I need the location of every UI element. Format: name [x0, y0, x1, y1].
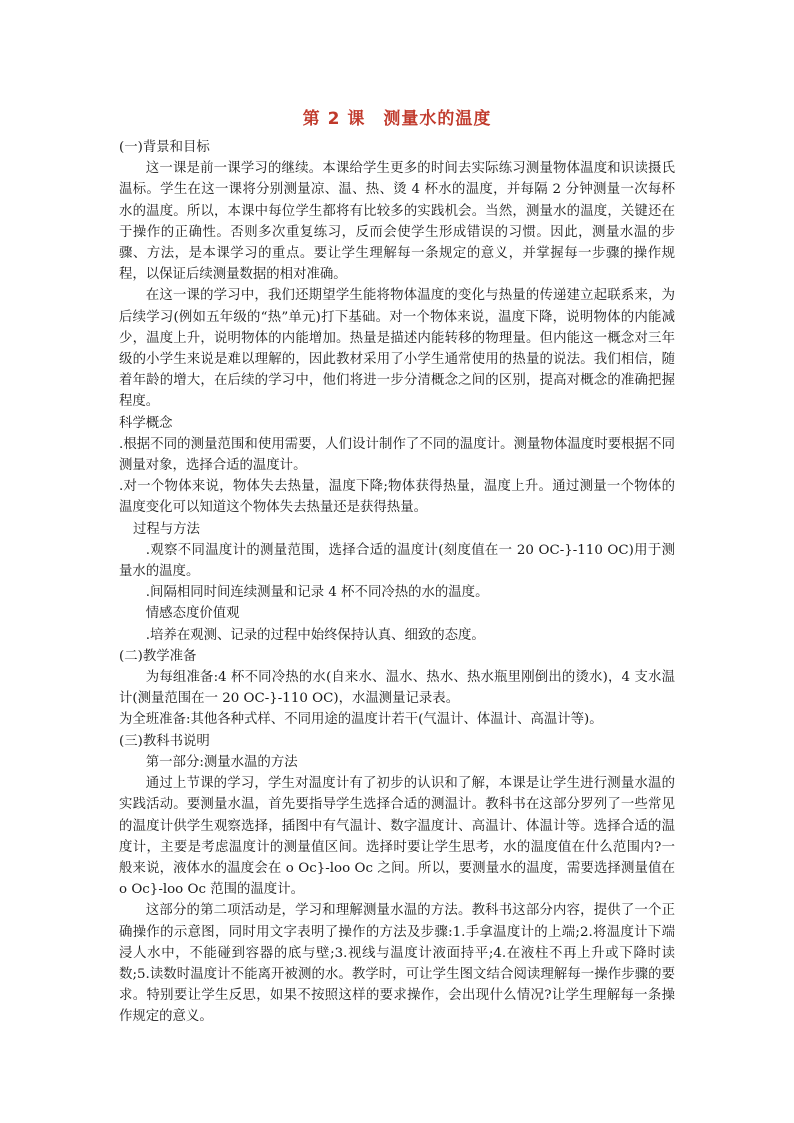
paragraph: 通过上节课的学习，学生对温度计有了初步的认识和了解，本课是让学生进行测量水温的实践活动。要测量水温，首先要指导学生选择合适的测温计。教科书在这部分罗列了一些常见的温度计供学生观察选择，插图中有气温计、数字温度计、高温计、体温计等。选择合适的温度计，主要是考虑温度计的测量值区间。选择时要让学生思考，水的温度值在什么范围内?一般来说，液体水的温度会在 o Oc}-loo Oc 之间。所以，要测量水的温度，需要选择测量值在 o Oc}-loo Oc 范围的温度计。: [119, 776, 675, 898]
list-item: .间隔相同时间连续测量和记录 4 杯不同冷热的水的温度。: [145, 585, 489, 601]
subheading-science-concepts: 科学概念: [119, 415, 173, 431]
subheading-part-one: 第一部分:测量水温的方法: [145, 754, 298, 770]
list-item: .培养在观测、记录的过程中始终保持认真、细致的态度。: [145, 627, 485, 643]
section-heading-background: (一)背景和目标: [119, 140, 210, 155]
document-body: [119, 137, 675, 1028]
list-item: .观察不同温度计的测量范围，选择合适的温度计(刻度值在一 20 OC-}-110 OC)用于测量水的温度。: [119, 542, 675, 580]
list-item: .对一个物体来说，物体失去热量，温度下降;物体获得热量，温度上升。通过测量一个物体的温度变化可以知道这个物体失去热量还是获得热量。: [119, 479, 675, 516]
subheading-attitudes-values: 情感态度价值观: [145, 606, 240, 622]
section-heading-preparation: (二)教学准备: [119, 648, 197, 664]
paragraph: 为全班准备:其他各种式样、不同用途的温度计若干(气温计、体温计、高温计等)。: [119, 712, 603, 728]
paragraph: 为每组准备:4 杯不同冷热的水(自来水、温水、热水、热水瓶里刚倒出的烫水)，4 支水温计(测量范围在一 20 OC-}-110 OC)，水温测量记录表。: [119, 670, 675, 707]
list-item: .根据不同的测量范围和使用需要，人们设计制作了不同的温度计。测量物体温度时要根据不同测量对象，选择合适的温度计。: [119, 436, 675, 474]
subheading-process-methods: 过程与方法: [133, 521, 200, 537]
paragraph: 这一课是前一课学习的继续。本课给学生更多的时间去实际练习测量物体温度和识读摄氏温标。学生在这一课将分别测量凉、温、热、烫 4 杯水的温度，并每隔 2 分钟测量一次每杯水的温度。所以，本课中每位学生都将有比较多的实践机会。当然，测量水的温度，关键还在于操作的正确性。否则多次重复练习，反而会使学生形成错误的习惯。因此，测量水温的步骤、方法，是本课学习的重点。要让学生理解每一条规定的意义，并掌握每一步骤的操作规程，以保证后续测量数据的相对准确。: [119, 161, 675, 283]
paragraph: 在这一课的学习中，我们还期望学生能将物体温度的变化与热量的传递建立起联系来，为后续学习(例如五年级的“热”单元)打下基础。对一个物体来说，温度下降，说明物体的内能减少，温度上升，说明物体的内能增加。热量是描述内能转移的物理量。但内能这一概念对三年级的小学生来说是难以理解的，因此教材采用了小学生通常使用的热量的说法。我们相信，随着年龄的增大，在后续的学习中，他们将进一步分清概念之间的区别，提高对概念的准确把握程度。: [119, 288, 675, 410]
section-heading-textbook: (三)教科书说明: [119, 733, 210, 749]
lesson-title: 第 2 课 测量水的温度: [302, 109, 492, 129]
paragraph: 这部分的第二项活动是，学习和理解测量水温的方法。教科书这部分内容，提供了一个正确操作的示意图，同时用文字表明了操作的方法及步骤:1.手拿温度计的上端;2.将温度计下端浸人水中，不能碰到容器的底与壁;3.视线与温度计液面持平;4.在液柱不再上升或下降时读数;5.读数时温度计不能离开被测的水。教学时，可让学生图文结合阅读理解每一操作步骤的要求。特别要让学生反思，如果不按照这样的要求操作，会出现什么情况?让学生理解每一条操作规定的意义。: [119, 903, 675, 1025]
